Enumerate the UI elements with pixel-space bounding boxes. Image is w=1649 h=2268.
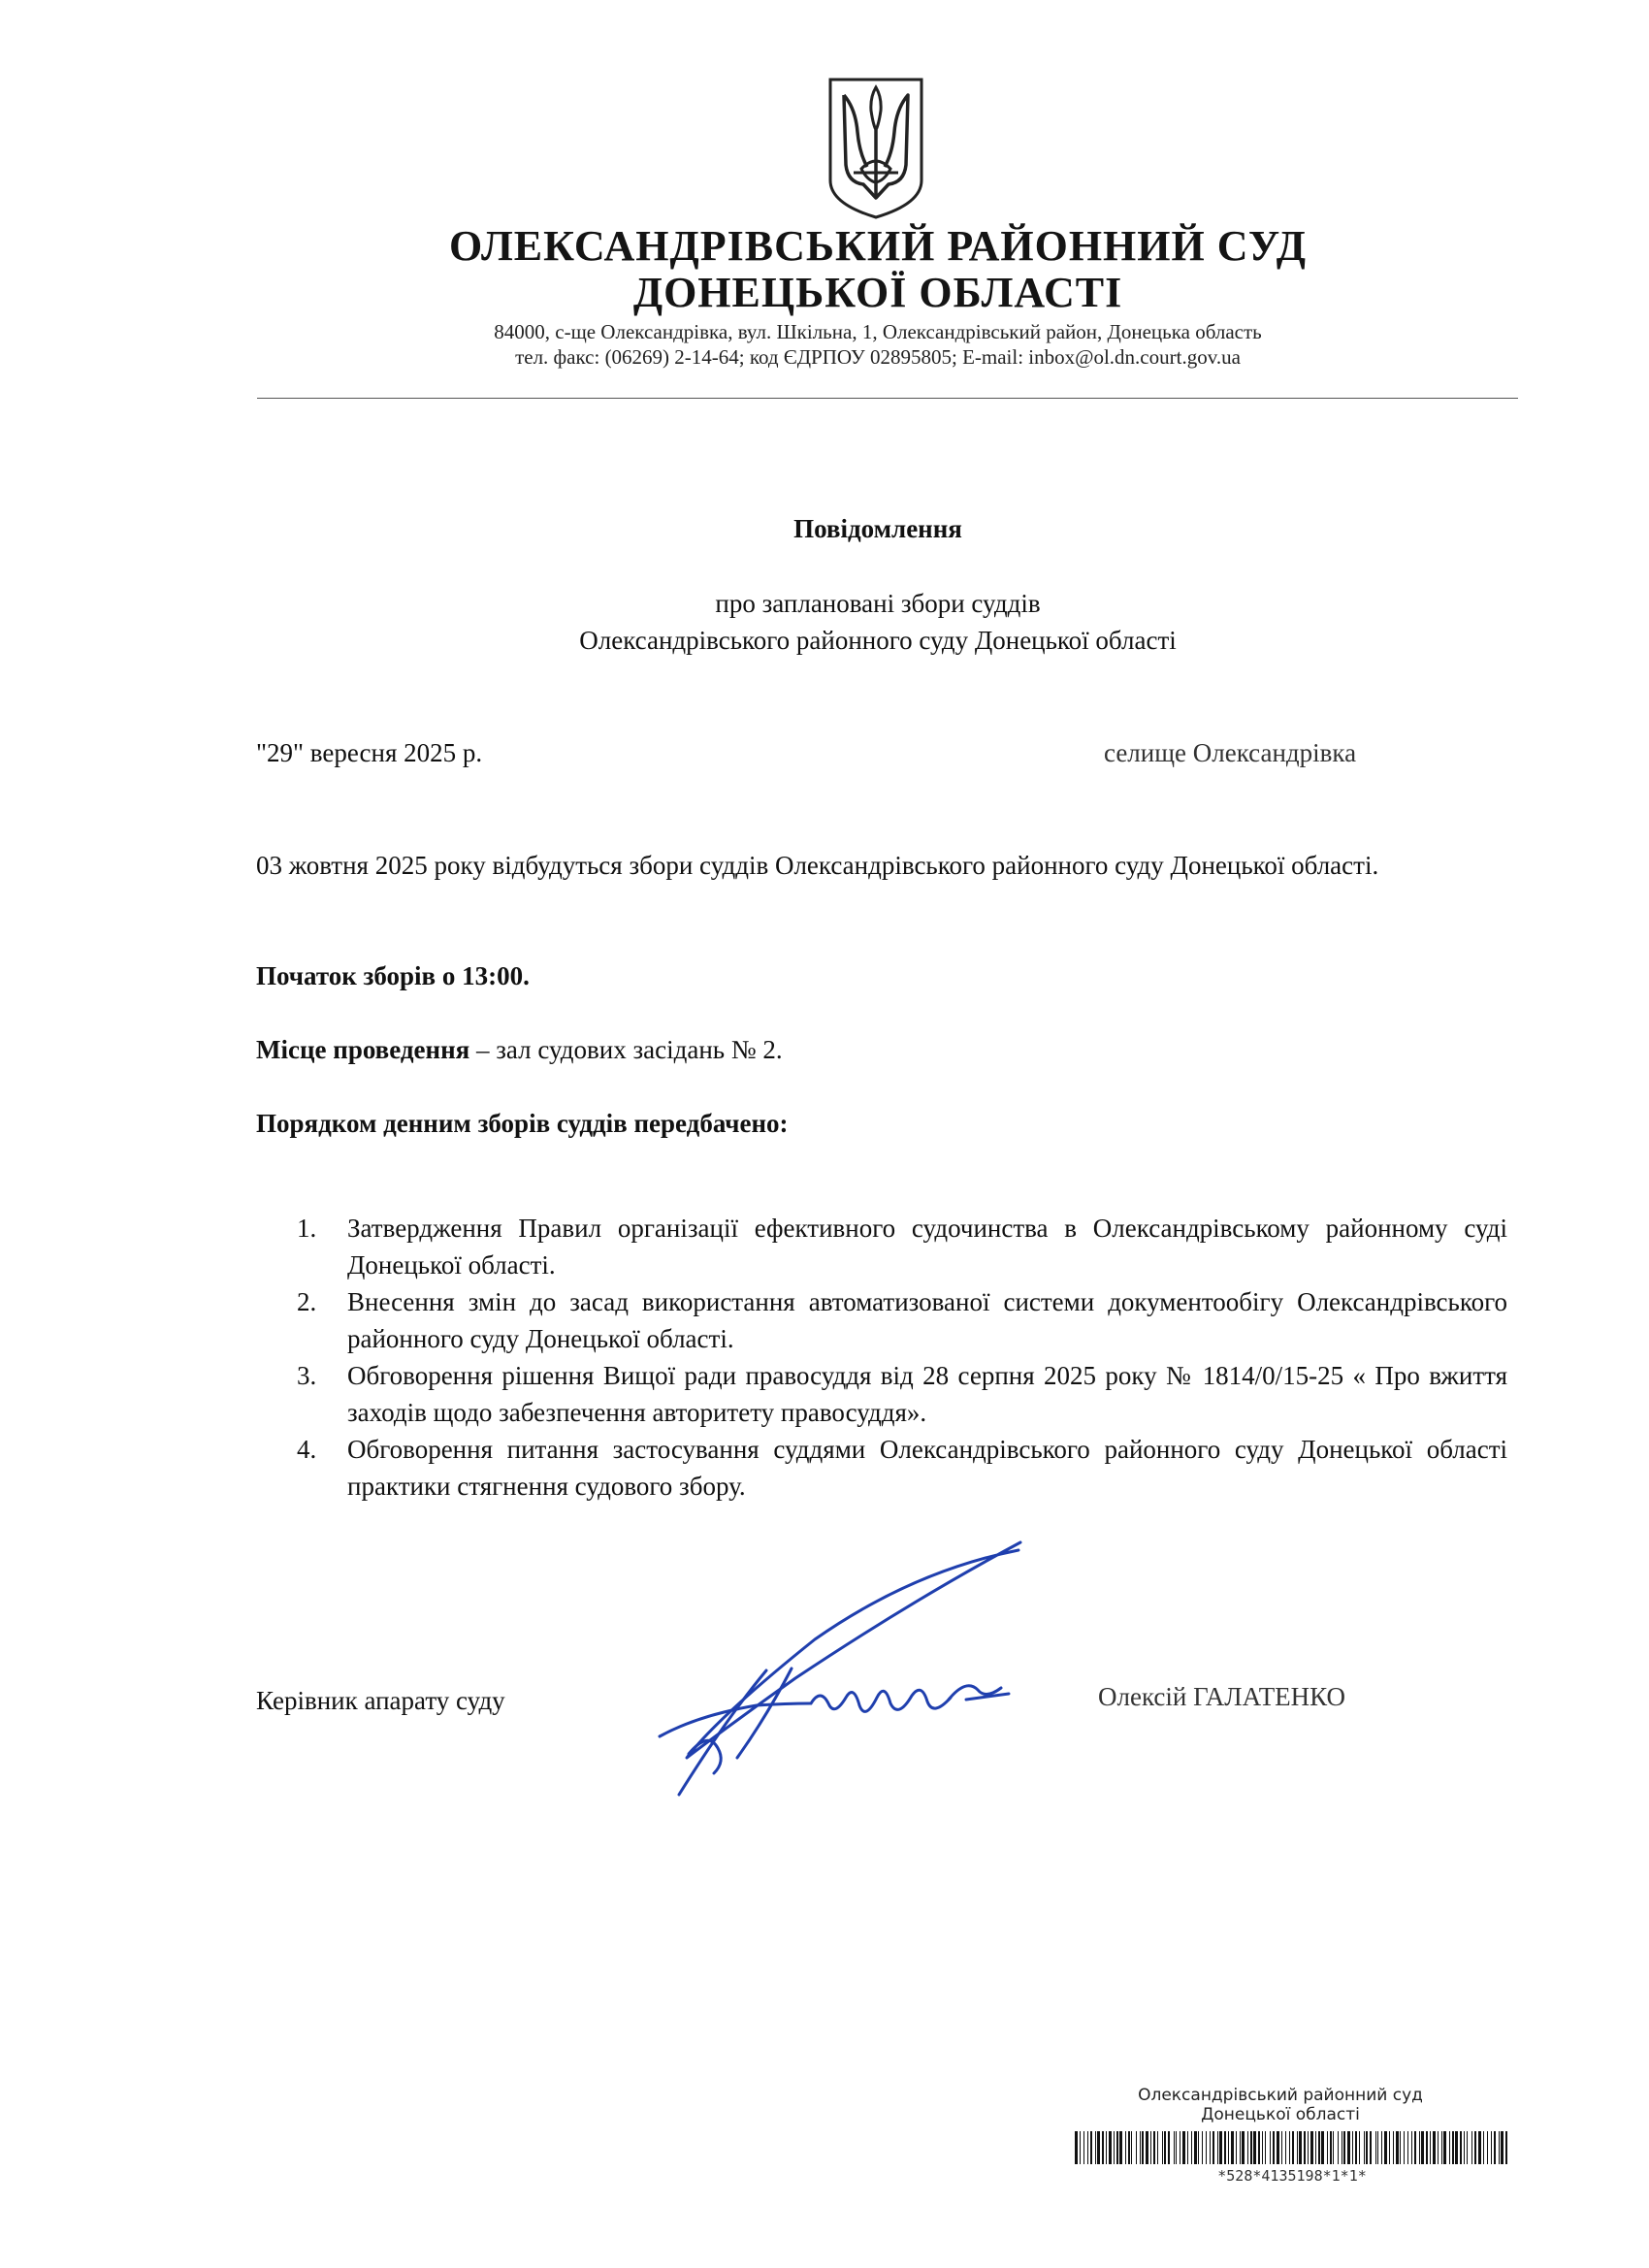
barcode-bar xyxy=(1419,2131,1420,2164)
barcode-bar xyxy=(1389,2131,1390,2164)
barcode-bar xyxy=(1494,2131,1496,2164)
registration-region: Донецької області xyxy=(1201,2105,1360,2124)
barcode-bar xyxy=(1292,2131,1294,2164)
venue-label: Місце проведення xyxy=(256,1035,470,1064)
barcode-bar xyxy=(1396,2131,1399,2164)
barcode-bar xyxy=(1212,2131,1214,2164)
barcode-bar xyxy=(1359,2131,1360,2164)
venue-text: – зал судових засідань № 2. xyxy=(469,1035,783,1064)
barcode-bar xyxy=(1381,2131,1382,2164)
barcode-bar xyxy=(1483,2131,1484,2164)
barcode-bar xyxy=(1364,2131,1365,2164)
barcode-bar xyxy=(1452,2131,1454,2164)
barcode-bar xyxy=(1095,2131,1096,2164)
barcode-bar xyxy=(1258,2131,1260,2164)
barcode-bar xyxy=(1125,2131,1126,2164)
barcode-bar xyxy=(1109,2131,1112,2164)
barcode-bar xyxy=(1187,2131,1188,2164)
trident-emblem-icon xyxy=(824,76,927,221)
barcode-bar xyxy=(1128,2131,1130,2164)
barcode-bar xyxy=(1499,2131,1500,2164)
barcode-bar xyxy=(1289,2131,1290,2164)
agenda-list xyxy=(297,1210,1507,1505)
barcode-bar xyxy=(1210,2131,1211,2164)
barcode-bar xyxy=(1140,2131,1141,2164)
barcode-bar xyxy=(1250,2131,1252,2164)
barcode-bar xyxy=(1164,2131,1166,2164)
barcode-bar xyxy=(1217,2131,1218,2164)
barcode-bar xyxy=(1347,2131,1350,2164)
barcode-bar xyxy=(1253,2131,1256,2164)
barcode-bar xyxy=(1114,2131,1115,2164)
agenda-item xyxy=(297,1210,1507,1283)
barcode-bar xyxy=(1304,2131,1306,2164)
notice-date: "29" вересня 2025 р. xyxy=(256,738,483,767)
agenda-item-number: 3. xyxy=(297,1361,317,1390)
barcode-bar xyxy=(1487,2131,1488,2164)
barcode-bar xyxy=(1426,2131,1428,2164)
agenda-item-number: 1. xyxy=(297,1214,317,1243)
agenda-item-number: 2. xyxy=(297,1287,317,1316)
barcode-bar xyxy=(1157,2131,1158,2164)
barcode-bar xyxy=(1370,2131,1372,2164)
barcode-bar xyxy=(1087,2131,1088,2164)
barcode-bar xyxy=(1297,2131,1298,2164)
barcode-bar xyxy=(1467,2131,1468,2164)
notice-subtitle-line2: Олександрівського районного суду Донецької області xyxy=(579,626,1177,655)
barcode-bar xyxy=(1194,2131,1197,2164)
barcode-bar xyxy=(1247,2131,1248,2164)
barcode-bar xyxy=(1299,2131,1302,2164)
court-name-line1: ОЛЕКСАНДРІВСЬКИЙ РАЙОННИЙ СУД xyxy=(448,222,1308,270)
barcode-bar xyxy=(1277,2131,1279,2164)
barcode-bar xyxy=(1265,2131,1266,2164)
court-name-line2: ДОНЕЦЬКОЇ ОБЛАСТІ xyxy=(632,269,1123,316)
barcode-bar xyxy=(1198,2131,1199,2164)
barcode-bar xyxy=(1308,2131,1309,2164)
barcode-bar xyxy=(1384,2131,1387,2164)
barcode-bar xyxy=(1404,2131,1405,2164)
barcode-bar xyxy=(1411,2131,1412,2164)
barcode-bar xyxy=(1393,2131,1394,2164)
barcode-bar xyxy=(1116,2131,1118,2164)
handwritten-signature xyxy=(621,1533,1038,1804)
barcode-bar xyxy=(1228,2131,1229,2164)
barcode-bar xyxy=(1414,2131,1416,2164)
barcode-bar xyxy=(1236,2131,1237,2164)
agenda-item-text: Затвердження Правил організації ефективного судочинства в Олександрівському районному суді Донецької області. xyxy=(347,1214,1507,1280)
notice-title: Повідомлення xyxy=(793,514,962,543)
barcode-bar xyxy=(1273,2131,1275,2164)
barcode-bar xyxy=(1464,2131,1465,2164)
barcode-bar xyxy=(1219,2131,1222,2164)
barcode-bar xyxy=(1242,2131,1245,2164)
barcode-bar xyxy=(1491,2131,1492,2164)
signer-position: Керівник апарату суду xyxy=(256,1686,505,1715)
barcode-bar xyxy=(1474,2131,1476,2164)
barcode xyxy=(1075,2131,1509,2164)
barcode-bar xyxy=(1106,2131,1107,2164)
agenda-item-text: Внесення змін до засад використання автоматизованої системи документообігу Олександрівського районного суду Донецької області. xyxy=(347,1287,1507,1353)
barcode-bar xyxy=(1366,2131,1368,2164)
barcode-bar xyxy=(1327,2131,1328,2164)
barcode-bar xyxy=(1142,2131,1144,2164)
barcode-bar xyxy=(1433,2131,1436,2164)
barcode-bar xyxy=(1310,2131,1313,2164)
barcode-bar xyxy=(1318,2131,1320,2164)
signer-name: Олексій ГАЛАТЕНКО xyxy=(1098,1682,1346,1711)
agenda-item-text: Обговорення рішення Вищої ради правосуддя від 28 серпня 2025 року № 1814/0/15-25 « Про вжиття заходів щодо забезпечення авторитету правосуддя». xyxy=(347,1361,1507,1427)
venue xyxy=(256,1031,1507,1068)
barcode-bar xyxy=(1441,2131,1442,2164)
barcode-bar xyxy=(1097,2131,1100,2164)
barcode-bar xyxy=(1375,2131,1376,2164)
notice-subtitle-line1: про заплановані збори суддів xyxy=(715,589,1041,618)
barcode-bar xyxy=(1146,2131,1148,2164)
barcode-bar xyxy=(1338,2131,1339,2164)
barcode-bar xyxy=(1191,2131,1192,2164)
barcode-bar xyxy=(1153,2131,1155,2164)
header-divider xyxy=(257,398,1518,399)
barcode-bar xyxy=(1083,2131,1084,2164)
barcode-bar xyxy=(1460,2131,1462,2164)
barcode-bar xyxy=(1150,2131,1151,2164)
barcode-bar xyxy=(1505,2131,1507,2164)
barcode-bar xyxy=(1090,2131,1092,2164)
barcode-bar xyxy=(1270,2131,1271,2164)
barcode-bar xyxy=(1136,2131,1137,2164)
court-contacts: тел. факс: (06269) 2-14-64; код ЄДРПОУ 02895805; E-mail: inbox@ol.dn.court.gov.ua xyxy=(515,345,1241,369)
barcode-bar xyxy=(1182,2131,1185,2164)
barcode-bar xyxy=(1080,2131,1081,2164)
barcode-bar xyxy=(1285,2131,1286,2164)
meeting-announcement: 03 жовтня 2025 року відбудуться збори суддів Олександрівського районного суду Донецької області. xyxy=(256,851,1379,880)
barcode-bar xyxy=(1333,2131,1334,2164)
barcode-bar xyxy=(1321,2131,1324,2164)
start-time: Початок зборів о 13:00. xyxy=(256,961,530,990)
barcode-text: *528*4135198*1*1* xyxy=(1217,2167,1367,2185)
barcode-bar xyxy=(1119,2131,1122,2164)
barcode-bar xyxy=(1174,2131,1175,2164)
barcode-bar xyxy=(1455,2131,1458,2164)
barcode-bar xyxy=(1400,2131,1401,2164)
barcode-bar xyxy=(1449,2131,1450,2164)
barcode-bar xyxy=(1224,2131,1226,2164)
agenda-heading: Порядком денним зборів суддів передбачено: xyxy=(256,1109,789,1138)
barcode-bar xyxy=(1315,2131,1316,2164)
barcode-bar xyxy=(1501,2131,1504,2164)
court-address: 84000, с-ще Олександрівка, вул. Шкільна, 1, Олександрівський район, Донецька область xyxy=(494,320,1262,343)
barcode-bar xyxy=(1168,2131,1170,2164)
barcode-bar xyxy=(1176,2131,1177,2164)
agenda-item-text: Обговорення питання застосування суддями Олександрівського районного суду Донецької області практики стягнення судового збору. xyxy=(347,1435,1507,1501)
barcode-bar xyxy=(1281,2131,1282,2164)
barcode-bar xyxy=(1262,2131,1263,2164)
barcode-bar xyxy=(1202,2131,1203,2164)
barcode-bar xyxy=(1407,2131,1408,2164)
barcode-bar xyxy=(1162,2131,1163,2164)
barcode-bar xyxy=(1102,2131,1104,2164)
barcode-bar xyxy=(1131,2131,1132,2164)
notice-place: селище Олександрівка xyxy=(1104,738,1357,767)
barcode-bar xyxy=(1231,2131,1234,2164)
barcode-bar xyxy=(1075,2131,1078,2164)
agenda-item xyxy=(297,1431,1507,1505)
barcode-bar xyxy=(1421,2131,1424,2164)
barcode-bar xyxy=(1206,2131,1207,2164)
barcode-bar xyxy=(1355,2131,1357,2164)
registration-court: Олександрівський районний суд xyxy=(1138,2086,1423,2105)
barcode-bar xyxy=(1471,2131,1472,2164)
barcode-bar xyxy=(1478,2131,1481,2164)
barcode-bar xyxy=(1438,2131,1439,2164)
barcode-bar xyxy=(1240,2131,1241,2164)
barcode-bar xyxy=(1330,2131,1332,2164)
barcode-bar xyxy=(1352,2131,1353,2164)
agenda-item-number: 4. xyxy=(297,1435,317,1464)
barcode-bar xyxy=(1377,2131,1378,2164)
agenda-item xyxy=(297,1283,1507,1357)
barcode-bar xyxy=(1430,2131,1431,2164)
agenda-item xyxy=(297,1357,1507,1431)
barcode-bar xyxy=(1343,2131,1345,2164)
registration-stamp xyxy=(1077,2086,1484,2124)
barcode-bar xyxy=(1443,2131,1446,2164)
